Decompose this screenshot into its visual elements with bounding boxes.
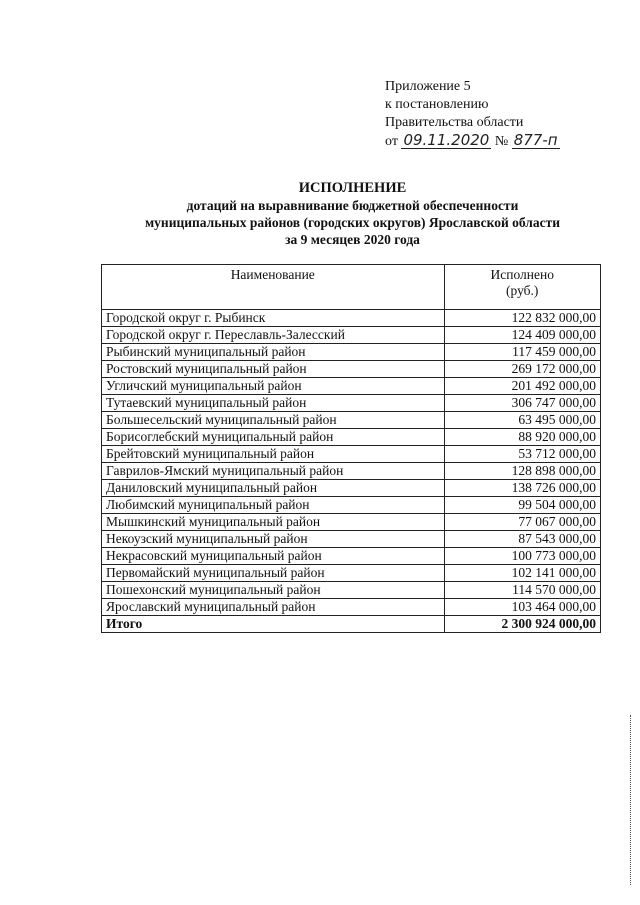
row-name: Даниловский муниципальный район xyxy=(102,480,445,497)
row-value: 88 920 000,00 xyxy=(444,429,601,446)
document-title: ИСПОЛНЕНИЕ xyxy=(298,180,407,196)
table-row xyxy=(102,565,601,582)
row-name: Борисоглебский муниципальный район xyxy=(102,429,445,446)
table-row xyxy=(102,344,601,361)
document-heading xyxy=(100,180,605,248)
row-name: Первомайский муниципальный район xyxy=(102,565,445,582)
row-name: Ярославский муниципальный район xyxy=(102,599,445,616)
row-name: Брейтовский муниципальный район xyxy=(102,446,445,463)
appendix-line-government: Правительства области xyxy=(385,115,524,130)
row-value: 269 172 000,00 xyxy=(444,361,601,378)
row-value: 77 067 000,00 xyxy=(444,514,601,531)
table-row xyxy=(102,395,601,412)
total-row xyxy=(102,616,601,633)
row-value: 100 773 000,00 xyxy=(444,548,601,565)
scan-edge-mark xyxy=(630,715,633,885)
header-value-unit: (руб.) xyxy=(506,283,539,298)
row-name: Пошехонский муниципальный район xyxy=(102,582,445,599)
row-value: 306 747 000,00 xyxy=(444,395,601,412)
appendix-block xyxy=(385,78,560,151)
row-name: Городской округ г. Переславль-Залесский xyxy=(102,327,445,344)
table-row xyxy=(102,412,601,429)
table-row xyxy=(102,429,601,446)
total-label: Итого xyxy=(102,616,445,633)
header-value-label: Исполнено xyxy=(490,267,554,282)
table-row xyxy=(102,310,601,327)
table-row xyxy=(102,446,601,463)
table-row xyxy=(102,582,601,599)
row-value: 138 726 000,00 xyxy=(444,480,601,497)
heading-line-subsidies: дотаций на выравнивание бюджетной обеспеченности xyxy=(186,198,519,213)
row-name: Любимский муниципальный район xyxy=(102,497,445,514)
table-row xyxy=(102,548,601,565)
table-row xyxy=(102,599,601,616)
table-row xyxy=(102,514,601,531)
table-row xyxy=(102,497,601,514)
row-name: Мышкинский муниципальный район xyxy=(102,514,445,531)
row-value: 53 712 000,00 xyxy=(444,446,601,463)
heading-line-districts: муниципальных районов (городских округов) Ярославской области xyxy=(144,215,561,230)
row-name: Тутаевский муниципальный район xyxy=(102,395,445,412)
heading-line-period: за 9 месяцев 2020 года xyxy=(285,232,420,247)
row-value: 102 141 000,00 xyxy=(444,565,601,582)
execution-table xyxy=(101,264,601,633)
handwritten-number: 877-п xyxy=(513,131,558,149)
table-row xyxy=(102,327,601,344)
number-label: № xyxy=(494,134,509,149)
row-name: Угличский муниципальный район xyxy=(102,378,445,395)
row-value: 122 832 000,00 xyxy=(444,310,601,327)
table-row xyxy=(102,480,601,497)
row-name: Рыбинский муниципальный район xyxy=(102,344,445,361)
row-value: 63 495 000,00 xyxy=(444,412,601,429)
row-value: 114 570 000,00 xyxy=(444,582,601,599)
table-row xyxy=(102,361,601,378)
table-row xyxy=(102,531,601,548)
appendix-line-resolution: к постановлению xyxy=(385,97,489,112)
table-row xyxy=(102,378,601,395)
row-name: Гаврилов-Ямский муниципальный район xyxy=(102,463,445,480)
from-label: от xyxy=(385,134,398,149)
row-name: Некрасовский муниципальный район xyxy=(102,548,445,565)
appendix-date-line xyxy=(385,132,560,151)
row-value: 201 492 000,00 xyxy=(444,378,601,395)
appendix-title: Приложение 5 xyxy=(385,79,471,94)
total-value: 2 300 924 000,00 xyxy=(444,616,601,633)
header-name: Наименование xyxy=(102,265,445,310)
header-value xyxy=(444,265,601,310)
row-name: Большесельский муниципальный район xyxy=(102,412,445,429)
row-value: 124 409 000,00 xyxy=(444,327,601,344)
table-row xyxy=(102,463,601,480)
row-name: Городской округ г. Рыбинск xyxy=(102,310,445,327)
row-name: Ростовский муниципальный район xyxy=(102,361,445,378)
row-name: Некоузский муниципальный район xyxy=(102,531,445,548)
table-body xyxy=(102,310,601,633)
row-value: 128 898 000,00 xyxy=(444,463,601,480)
row-value: 103 464 000,00 xyxy=(444,599,601,616)
row-value: 87 543 000,00 xyxy=(444,531,601,548)
row-value: 99 504 000,00 xyxy=(444,497,601,514)
table-header-row xyxy=(102,265,601,310)
row-value: 117 459 000,00 xyxy=(444,344,601,361)
handwritten-date: 09.11.2020 xyxy=(403,131,490,149)
